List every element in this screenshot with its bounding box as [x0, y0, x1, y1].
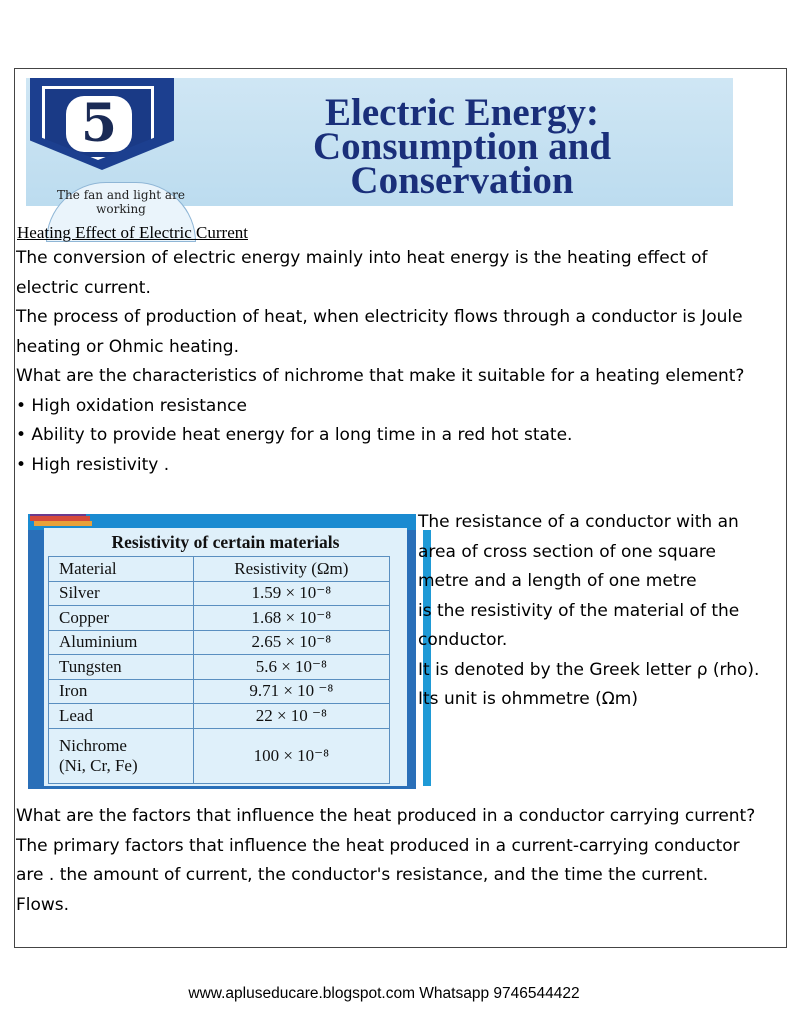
resistivity-table-figure	[28, 514, 416, 789]
section-heading: Heating Effect of Electric Current	[17, 223, 248, 242]
table-row	[49, 581, 390, 606]
chapter-title-line2: Consumption and	[312, 125, 612, 168]
resistivity-table	[48, 556, 390, 784]
banner-illustration-caption: The fan and light are working	[46, 182, 196, 242]
resistivity-definition: The resistance of a conductor with an area of cross section of one square metre and a length of one metre	[418, 512, 739, 591]
resistivity-cell: 2.65 × 10⁻⁸	[193, 630, 389, 655]
material-cell	[49, 728, 194, 783]
chapter-banner	[26, 78, 733, 216]
resistivity-cell: 100 × 10⁻⁸	[193, 728, 389, 783]
table-row	[49, 704, 390, 729]
top-paragraphs	[16, 244, 756, 480]
resistivity-explanation	[418, 508, 763, 715]
material-cell: Silver	[49, 581, 194, 606]
bullet-item: • Ability to provide heat energy for a long time in a red hot state.	[16, 425, 573, 445]
resistivity-cell: 1.59 × 10⁻⁸	[193, 581, 389, 606]
material-cell: Tungsten	[49, 655, 194, 680]
chapter-title-line3: Conservation	[350, 159, 574, 202]
material-cell: Lead	[49, 704, 194, 729]
resistivity-cell: 22 × 10 ⁻⁸	[193, 704, 389, 729]
paragraph-question-factors: What are the factors that influence the heat produced in a conductor carrying current?	[16, 806, 756, 826]
material-cell: Copper	[49, 606, 194, 631]
resistivity-definition-cont: is the resistivity of the material of the conductor.	[418, 600, 740, 650]
chapter-title-line1: Electric Energy:	[325, 91, 599, 134]
paragraph-question-nichrome: What are the characteristics of nichrome that make it suitable for a heating element?	[16, 366, 745, 386]
table-header-row	[49, 557, 390, 582]
material-composition: (Ni, Cr, Fe)	[59, 755, 138, 775]
resistivity-symbol-unit: It is denoted by the Greek letter ρ (rho). Its unit is ohmmetre (Ωm)	[418, 659, 760, 709]
bottom-paragraphs	[16, 802, 756, 920]
material-cell: Iron	[49, 679, 194, 704]
material-name: Nichrome	[59, 735, 127, 755]
table-row	[49, 728, 390, 783]
table-row	[49, 655, 390, 680]
resistivity-cell: 5.6 × 10⁻⁸	[193, 655, 389, 680]
paragraph-answer-factors: The primary factors that influence the heat produced in a current-carrying conductor are . the amount of current, the conductor's resistance, and the time the current. Flows.	[16, 835, 740, 915]
table-row	[49, 606, 390, 631]
bullet-item: • High oxidation resistance	[16, 395, 247, 416]
table-row	[49, 679, 390, 704]
chapter-title	[202, 91, 722, 202]
material-cell: Aluminium	[49, 630, 194, 655]
resistivity-cell: 9.71 × 10 ⁻⁸	[193, 679, 389, 704]
resistivity-cell: 1.68 × 10⁻⁸	[193, 606, 389, 631]
paragraph-joule-heating: The process of production of heat, when electricity flows through a conductor is Joule heating or Ohmic heating.	[16, 307, 743, 357]
column-header-material: Material	[49, 557, 194, 582]
table-panel	[44, 528, 407, 786]
bullet-item: • High resistivity .	[16, 454, 170, 475]
table-caption: Resistivity of certain materials	[111, 532, 340, 552]
paragraph-definition: The conversion of electric energy mainly into heat energy is the heating effect of electric current.	[16, 248, 708, 298]
column-header-resistivity: Resistivity (Ωm)	[193, 557, 389, 582]
books-icon	[30, 514, 98, 528]
chapter-number: 5	[66, 96, 132, 152]
footer-contact: www.apluseducare.blogspot.com Whatsapp 9746544422	[188, 985, 580, 1002]
table-row	[49, 630, 390, 655]
